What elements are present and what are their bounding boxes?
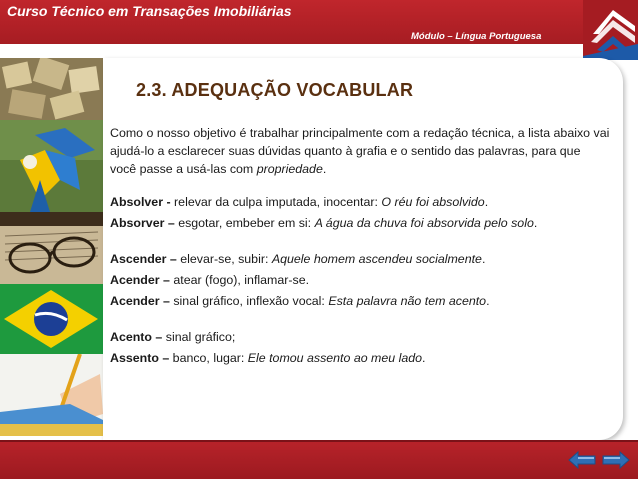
- list-item: Absorver – esgotar, embeber em si: A água da chuva foi absorvida pelo solo.: [110, 216, 538, 230]
- intro-text: Como o nosso objetivo é trabalhar principalmente com a redação técnica, a lista abaixo vai ajudá-lo a esclarecer suas dúvidas quanto à grafia e o sentido das palavras, para que você passe a usá-las com: [110, 126, 610, 176]
- text-block: [110, 124, 610, 370]
- list-item: Acento – sinal gráfico;: [110, 330, 236, 344]
- footer-divider: [0, 440, 638, 442]
- institution-logo: [583, 0, 638, 60]
- header-divider: [0, 44, 585, 47]
- writing-hand-image: [0, 354, 103, 436]
- course-title: Curso Técnico em Transações Imobiliárias: [7, 3, 292, 19]
- list-item: Assento – banco, lugar: Ele tomou assento ao meu lado.: [110, 351, 426, 365]
- spacer: [110, 313, 610, 328]
- spacer: [110, 235, 610, 250]
- intro-paragraph: [110, 124, 610, 178]
- list-item: Ascender – elevar-se, subir: Aquele homem ascendeu socialmente.: [110, 252, 486, 266]
- decorative-image-strip: [0, 58, 103, 436]
- list-item: Acender – atear (fogo), inflamar-se.: [110, 273, 310, 287]
- footer-bar: [0, 440, 638, 479]
- glasses-book-image: [0, 212, 103, 284]
- list-item: Acender – sinal gráfico, inflexão vocal: Esta palavra não tem acento.: [110, 294, 490, 308]
- arrow-left-icon[interactable]: [568, 451, 596, 469]
- letters-image: [0, 58, 103, 120]
- intro-end: .: [322, 162, 327, 176]
- section-title: 2.3. ADEQUAÇÃO VOCABULAR: [136, 80, 414, 100]
- intro-emphasis: propriedade: [256, 162, 323, 176]
- module-label: Módulo – Língua Portuguesa: [411, 31, 542, 42]
- list-item: Absolver - relevar da culpa imputada, inocentar: O réu foi absolvido.: [110, 195, 489, 209]
- parrot-image: [0, 120, 103, 212]
- arrow-right-icon[interactable]: [602, 451, 630, 469]
- brazil-flag-image: [0, 284, 103, 354]
